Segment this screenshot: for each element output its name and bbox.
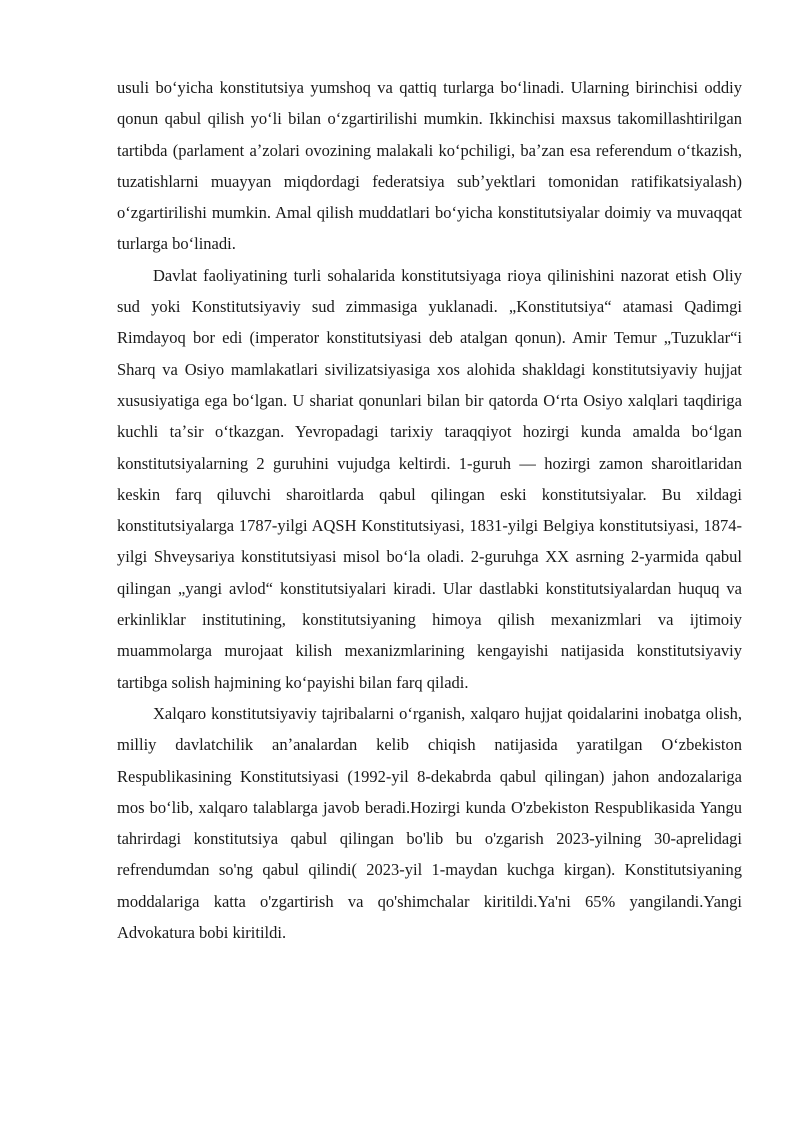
paragraph-3: Xalqaro konstitutsiyaviy tajribalarni oʻrganish, xalqaro hujjat qoidalarini inobatga olish, milliy davlatchilik anʼanalardan kelib chiqish natijasida yaratilgan Oʻzbekiston Respublikasining Konstitutsiyasi (1992-yil 8-dekabrda qabul qilingan) jahon andozalariga mos boʻlib, xalqaro talablarga javob beradi.Hozirgi kunda O'zbekiston Respublikasida Yangu tahrirdagi konstitutsiya qabul qilingan bo'lib bu o'zgarish 2023-yilning 30-aprelidagi refrendumdan so'ng qabul qilindi( 2023-yil 1-maydan kuchga kirgan). Konstitutsiyaning moddalariga katta o'zgartirish va qo'shimchalar kiritildi.Ya'ni 65% yangilandi.Yangi Advokatura bobi kiritildi. [117, 703, 742, 943]
document-page [117, 72, 742, 948]
paragraph-1: usuli boʻyicha konstitutsiya yumshoq va qattiq turlarga boʻlinadi. Ularning birinchisi oddiy qonun qabul qilish yoʻli bilan oʻzgartirilishi mumkin. Ikkinchisi maxsus takomillashtirilgan tartibda (parlament aʼzolari ovozining malakali koʻpchiligi, baʼzan esa referendum oʻtkazish, tuzatishlarni muayyan miqdordagi federatsiya subʼyektlari tomonidan ratifikatsiyalash) oʻzgartirilishi mumkin. Amal qilish muddatlari boʻyicha konstitutsiyalar doimiy va muvaqqat turlarga boʻlinadi. [117, 78, 742, 254]
paragraph-2: Davlat faoliyatining turli sohalarida konstitutsiyaga rioya qilinishini nazorat etish Oliy sud yoki Konstitutsiyaviy sud zimmasiga yuklanadi. „Konstitutsiya“ atamasi Qadimgi Rimdayoq bor edi (imperator konstitutsiyasi deb atalgan qonun). Amir Temur „Tuzuklar“i Sharq va Osiyo mamlakatlari sivilizatsiyasiga xos alohida shakldagi konstitutsiyaviy hujjat xususiyatiga ega boʻlgan. U shariat qonunlari bilan bir qatorda Oʻrta Osiyo xalqlari taqdiriga kuchli taʼsir oʻtkazgan. Yevropadagi tarixiy taraqqiyot hozirgi kunda amalda boʻlgan konstitutsiyalarning 2 guruhini vujudga keltirdi. 1-guruh — hozirgi zamon sharoitlaridan keskin farq qiluvchi sharoitlarda qabul qilingan eski konstitutsiyalar. Bu xildagi konstitutsiyalarga 1787-yilgi AQSH Konstitutsiyasi, 1831-yilgi Belgiya konstitutsiyasi, 1874-yilgi Shveysariya konstitutsiyasi misol boʻla oladi. 2-guruhga XX asrning 2-yarmida qabul qilingan „yangi avlod“ konstitutsiyalari kiradi. Ular dastlabki konstitutsiyalardan huquq va erkinliklar institutining, konstitutsiyaning himoya qilish mexanizmlari va ijtimoiy muammolarga murojaat kilish mexanizmlarining kengayishi natijasida konstitutsiyaviy tartibga solish hajmining koʻpayishi bilan farq qiladi. [117, 265, 742, 692]
